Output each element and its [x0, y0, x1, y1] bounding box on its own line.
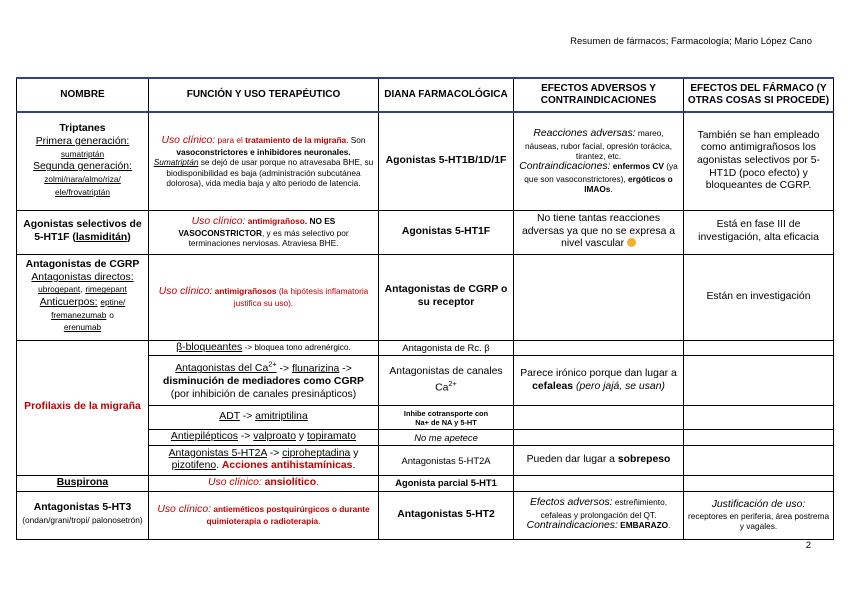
profilaxis-ae-function [149, 430, 379, 446]
table-row [17, 475, 834, 491]
ht3-ci-text: EMBARAZO [620, 520, 669, 531]
col-header-efectos-adversos: EFECTOS ADVERSOS Y CONTRAINDICACIONES [514, 78, 684, 112]
profilaxis-bb-diana: Antagonista de Rc. β [379, 340, 514, 356]
buspirona-adverse-cell [514, 475, 684, 491]
lasmiditan-func-b: , y es más selectivo por terminaciones nerviosas. Atraviesa BHE. [188, 228, 349, 249]
triptanes-name-cell [17, 112, 149, 210]
uso-clinico-label: Uso clínico: [161, 134, 216, 146]
lasmiditan-adverse-cell [514, 210, 684, 254]
ca-func-e: (por inhibición de canales presinápticos) [170, 388, 357, 400]
profilaxis-bb-effects [684, 340, 834, 356]
contraindicaciones-label: Contraindicaciones: [519, 161, 611, 173]
triptanes-gen2-drugs-a: zolmi/nara/almo/riza/ [44, 173, 121, 184]
cgrp-adverse-cell [514, 254, 684, 340]
adt-arrow: -> [242, 411, 253, 423]
profilaxis-ae-effects [684, 430, 834, 446]
profilaxis-ca-effects [684, 356, 834, 406]
flunarizina: flunarizina [291, 363, 340, 375]
triptanes-func-b: vasoconstrictores e inhibidores neuronales. [176, 147, 351, 158]
cgrp-diana-cell: Antagonistas de CGRP o su receptor [379, 254, 514, 340]
contraindicaciones-label: Contraindicaciones: [526, 520, 618, 532]
profilaxis-bb-adverse [514, 340, 684, 356]
smiley-icon [627, 238, 636, 247]
triptanes-adverse-cell [514, 112, 684, 210]
triptanes-gen1-drugs: sumatriptán [60, 148, 105, 159]
profilaxis-5ht2a-diana: Antagonistas 5-HT2A [379, 445, 514, 475]
ca-antagonists-text: Antagonistas del Ca [175, 363, 269, 375]
adt-label: ADT [219, 411, 240, 423]
triptanes-ci-b: (ya que son vasoconstrictores), [524, 161, 678, 184]
lasmiditan-function-cell [149, 210, 379, 254]
ca-diana-text: Antagonistas de canales Ca [389, 366, 503, 394]
ca-func-d: disminución de mediadores como CGRP [163, 376, 364, 388]
ht3-uso-dot: . [318, 516, 321, 527]
lasmiditan-diana-cell: Agonistas 5-HT1F [379, 210, 514, 254]
ht3-ci-dot: . [668, 520, 671, 531]
col-header-diana: DIANA FARMACOLÓGICA [379, 78, 514, 112]
lasmiditan-effects-cell: Está en fase III de investigación, alta eficacia [684, 210, 834, 254]
table-row [17, 254, 834, 340]
ht3-ea-text: estreñimiento, cefaleas y prolongación del QT. [540, 497, 668, 520]
triptanes-ea-text: mareo, náuseas, rubor facial, opresión torácica, tirantez, etc. [524, 128, 673, 162]
lasmiditan-ea-text: No tiene tantas reacciones adversas ya que no se expresa a nivel vascular [521, 212, 676, 250]
ht3-drugs: (ondan/grani/tropi/ palonosetrón) [22, 515, 143, 526]
profilaxis-ca-function [149, 356, 379, 406]
buspirona-effects-cell [684, 475, 834, 491]
cgrp-ac-or: o [109, 309, 114, 320]
ca-superscript: 2+ [268, 359, 277, 369]
buspirona-diana-cell: Agonista parcial 5-HT1 [379, 475, 514, 491]
cgrp-uso-note: (la hipótesis inflamatoria justifica su uso). [233, 285, 369, 309]
profilaxis-ae-diana: No me apetece [379, 430, 514, 446]
cgrp-direct-a: ubrogepant [38, 284, 81, 295]
profilaxis-adt-effects [684, 406, 834, 430]
triptanes-sumatriptan: Sumatriptán [153, 157, 199, 168]
lasmiditan-name-b: ) [127, 232, 131, 243]
buspirona-uso-dot: . [316, 476, 319, 488]
triptanes-name: Triptanes [59, 123, 106, 135]
cgrp-ac-a: eptine/ [100, 297, 126, 307]
triptanes-uso-b: tratamiento de la migraña [245, 134, 347, 145]
ae-arrow: -> [240, 431, 251, 443]
profilaxis-5ht2a-effects [684, 445, 834, 475]
ciproheptadina: ciproheptadina [282, 447, 351, 459]
5ht2a-dot: . [216, 460, 220, 472]
table-row [17, 491, 834, 539]
col-header-funcion: FUNCIÓN Y USO TERAPÉUTICO [149, 78, 379, 112]
efectos-adversos-label: Efectos adversos: [529, 497, 613, 509]
sobrepeso: sobrepeso [617, 454, 671, 466]
cgrp-ac-label: Anticuerpos: [39, 297, 98, 308]
triptanes-ci-d: . [610, 184, 613, 195]
cgrp-effects-cell: Están en investigación [684, 254, 834, 340]
ht3-function-cell [149, 491, 379, 539]
profilaxis-ca-diana [379, 356, 514, 406]
cgrp-ac-c: erenumab [63, 322, 102, 333]
lasmiditan-func-a: . NO ES VASOCONSTRICTOR [178, 215, 336, 239]
cgrp-name: Antagonistas de CGRP [25, 258, 140, 270]
cgrp-direct-label: Antagonistas directos: [31, 271, 134, 283]
buspirona-function-cell [149, 475, 379, 491]
buspirona-uso-text: ansiolítico [264, 476, 317, 488]
ht3-name-cell [17, 491, 149, 539]
adt-diana-b: Na+ de NA y 5-HT [415, 417, 477, 427]
profilaxis-bb-function [149, 340, 379, 356]
table-row [17, 210, 834, 254]
cgrp-ac-b: fremanezumab [51, 309, 107, 320]
valproato: valproato [253, 431, 296, 443]
buspirona-name-cell: Buspirona [17, 475, 149, 491]
profilaxis-name-cell: Profilaxis de la migraña [17, 340, 149, 475]
document-header: Resumen de fármacos; Farmacología; Mario López Cano [570, 36, 812, 47]
table-row [17, 112, 834, 210]
pizotifeno: pizotifeno [171, 460, 217, 472]
lasmiditan-drug: lasmiditán [75, 232, 128, 243]
lasmiditan-uso-text: antimigrañoso [247, 215, 305, 226]
ht3-diana-cell: Antagonistas 5-HT2 [379, 491, 514, 539]
col-header-nombre: NOMBRE [17, 78, 149, 112]
triptanes-suma-text: se dejó de usar porque no atravesaba BHE, su biodisponibilidad es baja (administración subcutánea dolorosa), vida media baja y alto periodo de latencia. [166, 157, 374, 188]
cgrp-uso-text: antimigrañosos [214, 285, 277, 296]
ca-arrow-2: -> [342, 363, 352, 375]
lasmiditan-name-a: Agonistas selectivos de 5-HT1F ( [23, 219, 142, 243]
ht3-name: Antagonistas 5-HT3 [33, 502, 132, 514]
profilaxis-ae-adverse [514, 430, 684, 446]
triptanes-uso-a: para el [217, 134, 243, 145]
cgrp-name-cell [17, 254, 149, 340]
table-header-row [17, 78, 834, 112]
uso-clinico-label: Uso clínico: [191, 215, 246, 227]
antiepilepticos-label: Antiepilépticos [170, 431, 238, 443]
triptanes-ci-c: ergóticos o IMAOs [584, 173, 673, 195]
5ht2a-and: y [353, 447, 359, 459]
reacciones-adversas-label: Reacciones adversas: [533, 128, 636, 140]
lasmiditan-name-cell [17, 210, 149, 254]
drug-summary-table [16, 77, 834, 540]
uso-clinico-label: Uso clínico: [208, 476, 262, 488]
ca-ea-c: (pero jajá, se usan) [575, 380, 665, 392]
amitriptilina: amitriptilina [255, 411, 308, 423]
page-number: 2 [805, 540, 811, 551]
table-row [17, 340, 834, 356]
ca-ea-b: cefaleas [532, 380, 574, 392]
triptanes-effects-cell: También se han empleado como antimigrañosos los agonistas selectivos por 5-HT1D (poco efecto) y bloqueantes de CGRP. [684, 112, 834, 210]
5ht2a-ea-a: Pueden dar lugar a [526, 454, 615, 466]
ca-antagonists [175, 359, 277, 375]
profilaxis-ca-adverse [514, 356, 684, 406]
triptanes-gen2-label: Segunda generación: [33, 161, 132, 173]
topiramato: topiramato [306, 431, 357, 443]
profilaxis-adt-function [149, 406, 379, 430]
uso-clinico-label: Uso clínico: [157, 503, 212, 515]
triptanes-ci-a: enfermos CV [612, 161, 664, 172]
5ht2a-label: Antagonistas 5-HT2A [168, 447, 267, 459]
profilaxis-adt-adverse [514, 406, 684, 430]
bb-drug: β-bloqueantes [176, 341, 243, 353]
ht3-uso-text: antieméticos postquirúrgicos o durante quimioterapia o radioterapia [206, 503, 370, 527]
ht3-adverse-cell [514, 491, 684, 539]
profilaxis-adt-diana [379, 406, 514, 430]
triptanes-gen2-drugs-b: ele/frovatriptán [55, 186, 110, 197]
profilaxis-5ht2a-function [149, 445, 379, 475]
cgrp-direct-sep: , [80, 284, 83, 295]
antihistaminicas: Acciones antihistamínicas [221, 460, 353, 472]
uso-clinico-label: Uso clínico: [158, 285, 213, 297]
triptanes-diana-cell: Agonistas 5-HT1B/1D/1F [379, 112, 514, 210]
ca-diana-superscript: 2+ [448, 378, 457, 388]
col-header-efectos-farmaco: EFECTOS DEL FÁRMACO (Y OTRAS COSAS SI PROCEDE) [684, 78, 834, 112]
ht3-ef-text: receptores en periferia, área postrema y vagales. [687, 511, 830, 532]
ae-and: y [298, 431, 305, 443]
cgrp-function-cell [149, 254, 379, 340]
ht3-effects-cell [684, 491, 834, 539]
triptanes-gen1-label: Primera generación: [35, 135, 130, 147]
justificacion-label: Justificación de uso: [711, 498, 806, 510]
cgrp-direct-b: rimegepant [85, 284, 127, 295]
profilaxis-5ht2a-adverse [514, 445, 684, 475]
triptanes-func-a: . Son [346, 134, 366, 145]
5ht2a-arrow: -> [269, 447, 280, 459]
ca-arrow-1: -> [279, 363, 290, 375]
ca-ea-a: Parece irónico porque dan lugar a [520, 368, 677, 379]
bb-func: -> bloquea tono adrenérgico. [244, 341, 351, 352]
adt-diana-a: Inhibe cotransporte con [403, 408, 489, 418]
5ht2a-dot-2: . [352, 460, 356, 472]
triptanes-function-cell [149, 112, 379, 210]
